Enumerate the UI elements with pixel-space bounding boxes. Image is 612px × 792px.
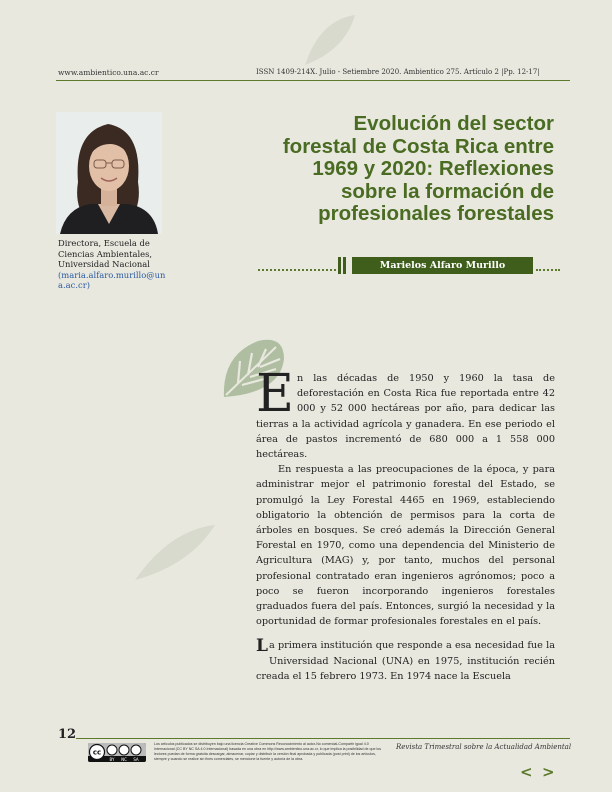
drop-cap: L	[256, 636, 268, 657]
license-text: Los artículos publicados se distribuyen bajo una licencia Creative Commons Reconocimiento al autor-No comercial-Compartir igual 4.0 Internacional (CC BY NC SA 4.0 Internacional) basada en una obra en http://www.ambientico.una.ac.cr, lo que implica la posibilidad de que los lectores puedan de forma gratuita descargar, almacenar, copiar y distribuir la versión final aprobada y publicada (post print) de los artículos, siempre y cuando se realice sin fines comerciales, se mencione la fuente y autoría de la obra.	[154, 742, 382, 761]
svg-text:NC: NC	[121, 757, 127, 762]
affiliation-line: Directora, Escuela de	[58, 238, 150, 248]
author-photo	[56, 112, 162, 234]
background-leaf-decoration	[130, 520, 220, 590]
affiliation-line: Ciencias Ambientales,	[58, 248, 153, 259]
affiliation-line: Universidad Nacional	[58, 259, 150, 269]
paragraph: En respuesta a las preocupaciones de la época, y para administrar mejor el patrimonio forestal del Estado, se promulgó la Ley Forestal 4465 en 1969, estableciendo obligatorio la obtención de permisos para la corta de árboles en bosques. Se creó además la Dirección General Forestal en 1970, como una dependencia del Ministerio de Agricultura (MAG) y, por tanto, muchos del personal profesional contratado eran ingenieros agrónomos; poco a poco se fueron incorporando ingenieros forestales graduados fuera del país. Entonces, surgió la necesidad y la oportunidad de formar profesionales forestales en el país.	[256, 464, 555, 628]
author-affiliation	[58, 238, 168, 291]
author-bar-stripes	[338, 257, 350, 274]
article-title	[236, 113, 554, 226]
author-email-link[interactable]: (maria.alfaro.murillo@una.ac.cr)	[58, 269, 166, 290]
drop-cap: E	[256, 364, 294, 424]
background-leaf-decoration	[300, 10, 360, 70]
title-line: 1969 y 2020: Reflexiones	[312, 157, 554, 180]
paragraph	[256, 638, 555, 684]
paragraph-text: n las décadas de 1950 y 1960 la tasa de deforestación en Costa Rica fue reportada entre 42 000 y 52 000 hectáreas por año, para dedicar las tierras a la actividad agrícola y ganadera. En ese periodo el área de pastos incrementó de 680 000 a 1 558 000 hectáreas.	[256, 373, 555, 461]
header-divider	[56, 80, 570, 81]
svg-text:SA: SA	[133, 757, 139, 762]
header-website[interactable]: www.ambientico.una.ac.cr	[58, 68, 159, 77]
title-line: profesionales forestales	[318, 202, 554, 225]
paragraph	[256, 364, 555, 462]
header-issn: ISSN 1409-214X. Julio - Setiembre 2020. Ambientico 275. Artículo 2 |Pp. 12-17|	[256, 68, 540, 76]
title-line: sobre la formación de	[340, 179, 554, 203]
svg-text:cc: cc	[92, 748, 102, 757]
dotted-divider-left	[258, 267, 336, 271]
svg-text:BY: BY	[109, 757, 115, 762]
creative-commons-icon[interactable]	[88, 743, 146, 762]
title-line: forestal de Costa Rica entre	[282, 134, 554, 158]
next-arrow-icon[interactable]: >	[542, 763, 555, 781]
paragraph-text: a primera institución que responde a esa necesidad fue la Universidad Nacional (UNA) en 1975, institución recién creada el 15 febrero 1973. En 1974 nace la Escuela	[256, 640, 555, 682]
dotted-divider-right	[536, 267, 560, 271]
author-portrait-illustration	[56, 112, 162, 234]
footer-divider	[76, 738, 570, 739]
author-name: Marielos Alfaro Murillo	[352, 257, 533, 274]
article-body	[256, 364, 555, 684]
prev-arrow-icon[interactable]: <	[520, 763, 533, 781]
journal-name: Revista Trimestral sobre la Actualidad Ambiental	[396, 743, 572, 751]
title-line: Evolución del sector	[353, 112, 554, 135]
page-number: 12	[58, 727, 77, 742]
